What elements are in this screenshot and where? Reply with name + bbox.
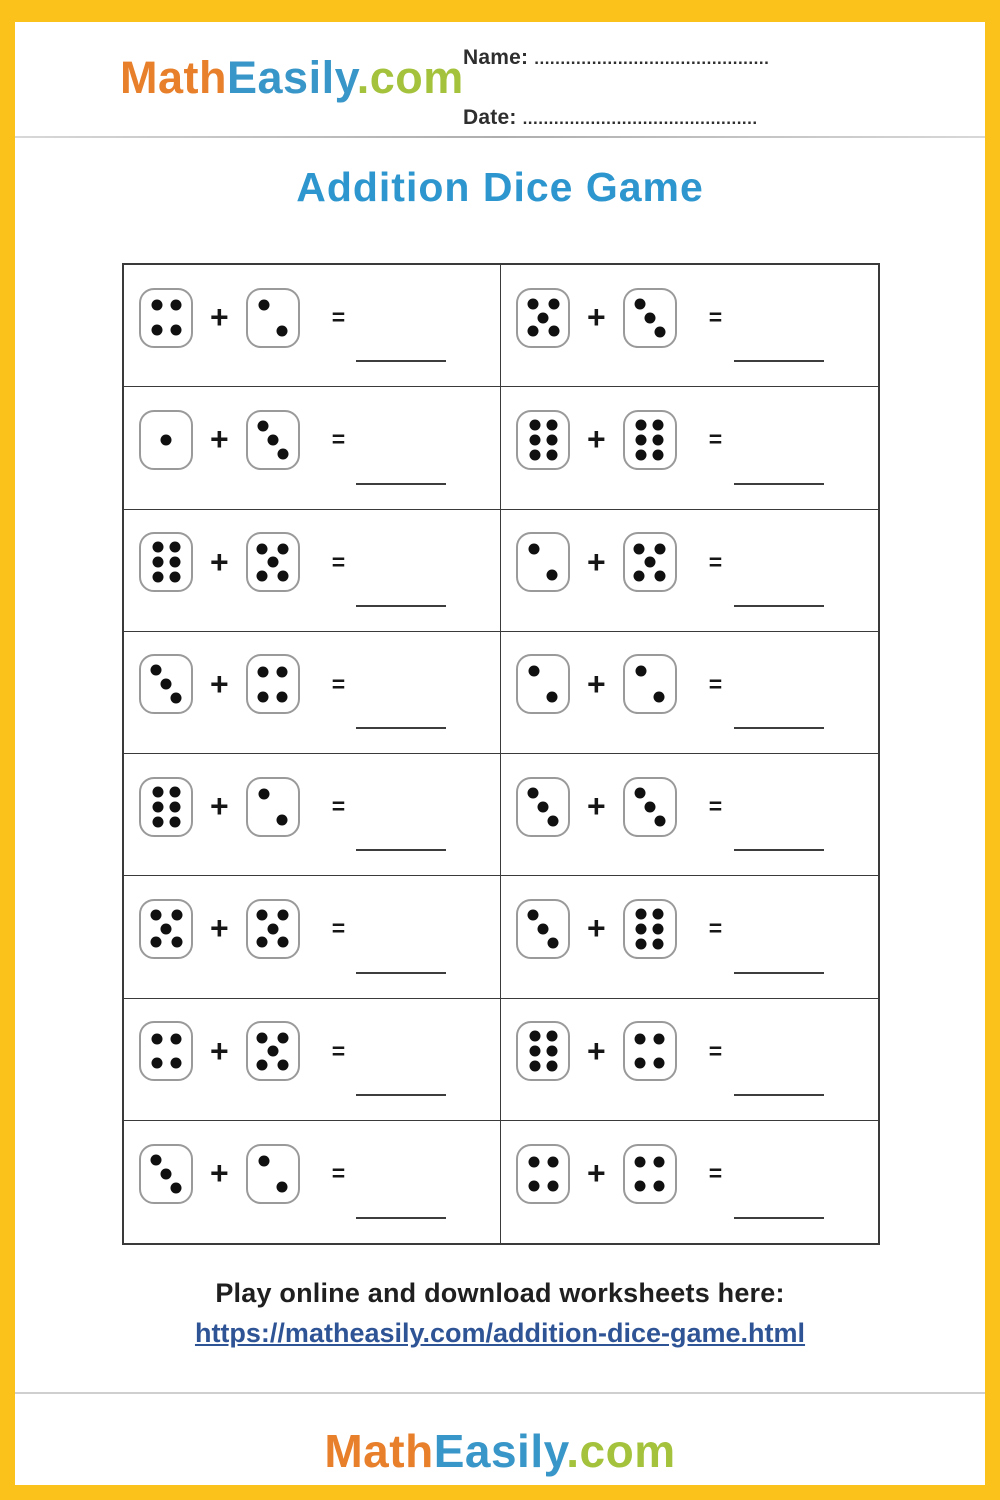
die-pip bbox=[636, 923, 647, 934]
die-pip bbox=[267, 923, 278, 934]
die-5-icon bbox=[139, 899, 193, 959]
die-pip bbox=[636, 449, 647, 460]
die-pip bbox=[169, 816, 180, 827]
die-pip bbox=[547, 1181, 558, 1192]
die-pip bbox=[152, 816, 163, 827]
equals-sign: = bbox=[708, 1037, 723, 1064]
problem-cell bbox=[501, 999, 878, 1121]
die-pip bbox=[654, 815, 665, 826]
problem-cell bbox=[501, 1121, 878, 1243]
problem-cell bbox=[501, 876, 878, 998]
die-pip bbox=[278, 910, 289, 921]
die-pip bbox=[151, 324, 162, 335]
die-pip bbox=[169, 572, 180, 583]
die-6-icon bbox=[516, 410, 570, 470]
logo-part-easily: Easily bbox=[227, 52, 357, 103]
die-pip bbox=[528, 909, 539, 920]
die-pip bbox=[548, 326, 559, 337]
die-pip bbox=[267, 1046, 278, 1057]
die-pip bbox=[634, 543, 645, 554]
equals-sign: = bbox=[331, 670, 346, 697]
die-2-icon bbox=[516, 654, 570, 714]
die-4-icon bbox=[516, 1144, 570, 1204]
problem-cell bbox=[124, 387, 501, 509]
equals-sign: = bbox=[331, 426, 346, 453]
die-pip bbox=[547, 692, 558, 703]
problem-cell bbox=[124, 632, 501, 754]
die-2-icon bbox=[246, 1144, 300, 1204]
die-pip bbox=[529, 419, 540, 430]
die-pip bbox=[258, 299, 269, 310]
matheasily-logo-bottom bbox=[15, 1424, 985, 1478]
equals-sign: = bbox=[708, 304, 723, 331]
answer-blank bbox=[734, 605, 824, 607]
die-pip bbox=[653, 938, 664, 949]
equals-sign: = bbox=[331, 1160, 346, 1187]
die-pip bbox=[546, 1061, 557, 1072]
die-pip bbox=[258, 788, 269, 799]
die-2-icon bbox=[246, 777, 300, 837]
die-5-icon bbox=[246, 532, 300, 592]
plus-sign: + bbox=[210, 299, 229, 336]
die-pip bbox=[257, 1059, 268, 1070]
problem-cell bbox=[124, 876, 501, 998]
die-pip bbox=[151, 300, 162, 311]
die-pip bbox=[152, 542, 163, 553]
die-pip bbox=[277, 667, 288, 678]
plus-sign: + bbox=[587, 910, 606, 947]
die-pip bbox=[152, 786, 163, 797]
die-pip bbox=[171, 910, 182, 921]
die-pip bbox=[171, 693, 182, 704]
die-pip bbox=[278, 1059, 289, 1070]
die-4-icon bbox=[246, 654, 300, 714]
plus-sign: + bbox=[587, 1155, 606, 1192]
equals-sign: = bbox=[708, 1160, 723, 1187]
die-pip bbox=[527, 326, 538, 337]
die-pip bbox=[548, 815, 559, 826]
name-date-block bbox=[463, 46, 803, 130]
die-5-icon bbox=[623, 532, 677, 592]
die-pip bbox=[636, 938, 647, 949]
answer-blank bbox=[734, 483, 824, 485]
die-pip bbox=[169, 801, 180, 812]
die-4-icon bbox=[623, 1144, 677, 1204]
die-3-icon bbox=[516, 777, 570, 837]
die-pip bbox=[644, 557, 655, 568]
die-2-icon bbox=[623, 654, 677, 714]
die-pip bbox=[276, 1181, 287, 1192]
die-pip bbox=[528, 1181, 539, 1192]
die-pip bbox=[152, 801, 163, 812]
die-pip bbox=[151, 665, 162, 676]
die-pip bbox=[653, 692, 664, 703]
die-6-icon bbox=[139, 777, 193, 837]
die-pip bbox=[267, 434, 278, 445]
die-pip bbox=[169, 786, 180, 797]
answer-blank bbox=[356, 972, 446, 974]
answer-blank bbox=[734, 1094, 824, 1096]
plus-sign: + bbox=[587, 665, 606, 702]
die-pip bbox=[546, 1046, 557, 1057]
die-pip bbox=[635, 666, 646, 677]
answer-blank bbox=[356, 727, 446, 729]
die-pip bbox=[170, 1058, 181, 1069]
worksheet-link[interactable]: https://matheasily.com/addition-dice-game.html bbox=[194, 1318, 806, 1348]
answer-blank bbox=[734, 972, 824, 974]
die-pip bbox=[528, 787, 539, 798]
die-pip bbox=[653, 434, 664, 445]
die-pip bbox=[278, 1032, 289, 1043]
problem-cell bbox=[124, 754, 501, 876]
problem-cell bbox=[124, 265, 501, 387]
die-pip bbox=[636, 908, 647, 919]
die-pip bbox=[528, 1156, 539, 1167]
die-pip bbox=[150, 910, 161, 921]
die-pip bbox=[529, 434, 540, 445]
die-pip bbox=[258, 1155, 269, 1166]
die-pip bbox=[258, 691, 269, 702]
die-pip bbox=[152, 557, 163, 568]
page-title: Addition Dice Game bbox=[296, 164, 704, 210]
die-pip bbox=[169, 557, 180, 568]
answer-blank bbox=[356, 849, 446, 851]
worksheet-sheet bbox=[15, 22, 985, 1485]
plus-sign: + bbox=[587, 788, 606, 825]
die-pip bbox=[548, 937, 559, 948]
die-pip bbox=[654, 1058, 665, 1069]
answer-blank bbox=[734, 849, 824, 851]
die-pip bbox=[655, 570, 666, 581]
equals-sign: = bbox=[331, 304, 346, 331]
date-row bbox=[463, 106, 803, 130]
die-pip bbox=[654, 326, 665, 337]
die-pip bbox=[257, 420, 268, 431]
answer-blank bbox=[356, 1217, 446, 1219]
footer-divider bbox=[15, 1392, 985, 1394]
matheasily-logo bbox=[120, 52, 464, 104]
die-pip bbox=[654, 1156, 665, 1167]
die-pip bbox=[529, 1031, 540, 1042]
plus-sign: + bbox=[210, 421, 229, 458]
die-pip bbox=[529, 666, 540, 677]
die-pip bbox=[150, 937, 161, 948]
die-pip bbox=[152, 572, 163, 583]
die-pip bbox=[278, 543, 289, 554]
problem-cell bbox=[501, 265, 878, 387]
die-pip bbox=[538, 312, 549, 323]
die-pip bbox=[161, 434, 172, 445]
die-pip bbox=[277, 691, 288, 702]
die-pip bbox=[277, 448, 288, 459]
plus-sign: + bbox=[587, 543, 606, 580]
die-pip bbox=[636, 419, 647, 430]
die-3-icon bbox=[516, 899, 570, 959]
die-pip bbox=[654, 1033, 665, 1044]
footer-text: Play online and download worksheets here: bbox=[215, 1278, 785, 1308]
die-2-icon bbox=[516, 532, 570, 592]
answer-blank bbox=[734, 360, 824, 362]
equals-sign: = bbox=[708, 670, 723, 697]
die-pip bbox=[548, 299, 559, 310]
die-6-icon bbox=[139, 532, 193, 592]
die-pip bbox=[546, 419, 557, 430]
die-pip bbox=[644, 312, 655, 323]
die-pip bbox=[267, 557, 278, 568]
die-3-icon bbox=[246, 410, 300, 470]
problem-cell bbox=[124, 1121, 501, 1243]
die-pip bbox=[151, 1058, 162, 1069]
die-4-icon bbox=[623, 1021, 677, 1081]
name-label: Name: bbox=[463, 46, 529, 69]
logo-part-com: .com bbox=[356, 52, 464, 103]
answer-blank bbox=[734, 727, 824, 729]
die-pip bbox=[527, 299, 538, 310]
die-pip bbox=[257, 543, 268, 554]
die-5-icon bbox=[246, 899, 300, 959]
die-6-icon bbox=[623, 410, 677, 470]
equals-sign: = bbox=[331, 548, 346, 575]
plus-sign: + bbox=[210, 665, 229, 702]
equals-sign: = bbox=[708, 426, 723, 453]
die-3-icon bbox=[139, 654, 193, 714]
plus-sign: + bbox=[587, 299, 606, 336]
header-divider bbox=[15, 136, 985, 138]
logo-part-math: Math bbox=[324, 1425, 434, 1477]
plus-sign: + bbox=[210, 910, 229, 947]
die-pip bbox=[529, 1046, 540, 1057]
die-6-icon bbox=[623, 899, 677, 959]
die-pip bbox=[170, 324, 181, 335]
logo-part-com: .com bbox=[566, 1425, 676, 1477]
date-label: Date: bbox=[463, 106, 517, 129]
die-pip bbox=[635, 1033, 646, 1044]
die-pip bbox=[636, 434, 647, 445]
die-pip bbox=[257, 570, 268, 581]
die-4-icon bbox=[139, 288, 193, 348]
die-pip bbox=[171, 1182, 182, 1193]
die-pip bbox=[653, 419, 664, 430]
die-pip bbox=[276, 325, 287, 336]
equals-sign: = bbox=[708, 548, 723, 575]
answer-blank bbox=[356, 605, 446, 607]
equals-sign: = bbox=[331, 915, 346, 942]
problem-cell bbox=[501, 387, 878, 509]
die-pip bbox=[546, 1031, 557, 1042]
die-pip bbox=[151, 1154, 162, 1165]
name-blank-line: ............................................. bbox=[534, 49, 770, 68]
die-pip bbox=[529, 544, 540, 555]
die-5-icon bbox=[246, 1021, 300, 1081]
equals-sign: = bbox=[331, 1037, 346, 1064]
problem-cell bbox=[124, 510, 501, 632]
die-pip bbox=[653, 908, 664, 919]
die-pip bbox=[171, 937, 182, 948]
die-pip bbox=[547, 1156, 558, 1167]
die-pip bbox=[161, 1168, 172, 1179]
die-pip bbox=[635, 1181, 646, 1192]
answer-blank bbox=[734, 1217, 824, 1219]
die-pip bbox=[529, 449, 540, 460]
problem-cell bbox=[501, 632, 878, 754]
plus-sign: + bbox=[587, 421, 606, 458]
die-pip bbox=[278, 937, 289, 948]
die-pip bbox=[547, 570, 558, 581]
die-pip bbox=[653, 449, 664, 460]
die-3-icon bbox=[623, 777, 677, 837]
die-pip bbox=[151, 1033, 162, 1044]
die-pip bbox=[257, 1032, 268, 1043]
answer-blank bbox=[356, 1094, 446, 1096]
answer-blank bbox=[356, 360, 446, 362]
footer-url-row bbox=[15, 1318, 985, 1349]
plus-sign: + bbox=[587, 1032, 606, 1069]
die-4-icon bbox=[139, 1021, 193, 1081]
problems-grid bbox=[122, 263, 880, 1245]
die-pip bbox=[538, 801, 549, 812]
die-pip bbox=[634, 298, 645, 309]
date-blank-line: ............................................. bbox=[522, 109, 758, 128]
die-3-icon bbox=[623, 288, 677, 348]
die-pip bbox=[634, 787, 645, 798]
answer-blank bbox=[356, 483, 446, 485]
die-pip bbox=[276, 814, 287, 825]
die-3-icon bbox=[139, 1144, 193, 1204]
die-pip bbox=[161, 923, 172, 934]
die-pip bbox=[654, 1181, 665, 1192]
die-pip bbox=[170, 1033, 181, 1044]
equals-sign: = bbox=[708, 793, 723, 820]
die-pip bbox=[257, 910, 268, 921]
plus-sign: + bbox=[210, 788, 229, 825]
die-pip bbox=[170, 300, 181, 311]
logo-part-easily: Easily bbox=[433, 1425, 567, 1477]
problem-cell bbox=[124, 999, 501, 1121]
die-pip bbox=[529, 1061, 540, 1072]
die-2-icon bbox=[246, 288, 300, 348]
die-pip bbox=[546, 434, 557, 445]
die-pip bbox=[169, 542, 180, 553]
die-pip bbox=[655, 543, 666, 554]
die-pip bbox=[644, 801, 655, 812]
problem-cell bbox=[501, 510, 878, 632]
die-pip bbox=[635, 1058, 646, 1069]
logo-part-math: Math bbox=[120, 52, 227, 103]
die-6-icon bbox=[516, 1021, 570, 1081]
plus-sign: + bbox=[210, 1032, 229, 1069]
die-pip bbox=[634, 570, 645, 581]
equals-sign: = bbox=[331, 793, 346, 820]
die-pip bbox=[257, 937, 268, 948]
die-pip bbox=[635, 1156, 646, 1167]
die-pip bbox=[278, 570, 289, 581]
die-pip bbox=[258, 667, 269, 678]
name-row bbox=[463, 46, 803, 70]
plus-sign: + bbox=[210, 543, 229, 580]
die-5-icon bbox=[516, 288, 570, 348]
plus-sign: + bbox=[210, 1155, 229, 1192]
die-pip bbox=[161, 679, 172, 690]
die-pip bbox=[546, 449, 557, 460]
die-pip bbox=[538, 923, 549, 934]
die-pip bbox=[653, 923, 664, 934]
die-1-icon bbox=[139, 410, 193, 470]
equals-sign: = bbox=[708, 915, 723, 942]
problem-cell bbox=[501, 754, 878, 876]
